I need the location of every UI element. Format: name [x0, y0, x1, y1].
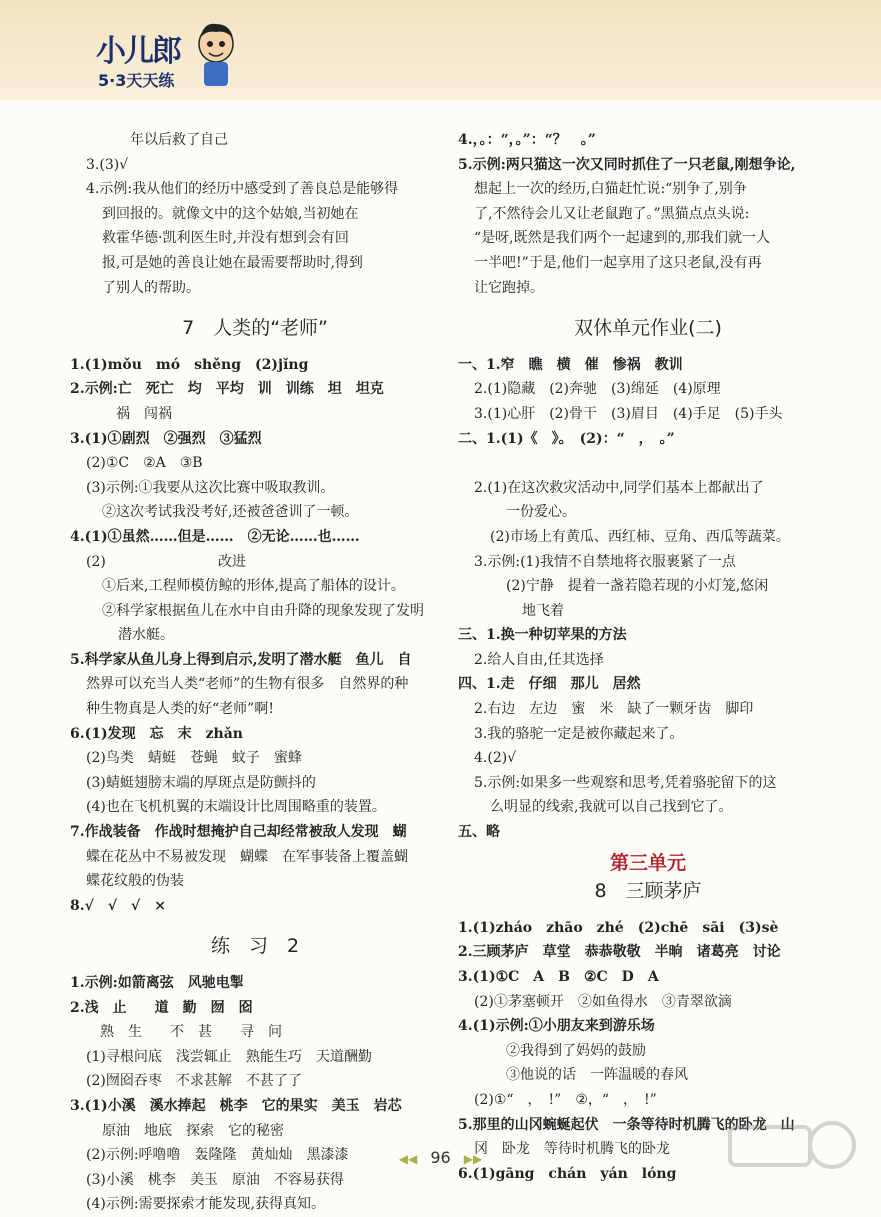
answer-line: (2)①“ ， !” ②，“ ， !” — [474, 1091, 657, 1108]
answer-line: (1)寻根问底 浅尝辄止 熟能生巧 天道酬勤 — [86, 1048, 372, 1065]
answer-line: 年以后救了自己 — [102, 132, 228, 148]
answer-line — [458, 451, 838, 476]
answer-line: 1.(1)zháo zhāo zhé (2)chē sāi (3)sè — [458, 919, 779, 936]
answer-line: 6.(1)gāng chán yán lóng — [458, 1165, 677, 1182]
section-title-practice2: 练 习 2 — [210, 935, 300, 958]
answer-line: 熟 生 不 甚 寻 问 — [86, 1024, 282, 1041]
answer-line: 3.(1)心肝 (2)骨干 (3)眉目 (4)手足 (5)手头 — [474, 405, 783, 422]
answer-line: (2)宁静 提着一盏若隐若现的小灯笼,悠闲 — [506, 578, 769, 595]
logo-subtitle: 5·3天天练 — [98, 71, 175, 90]
unit-title: 第三单元 — [609, 851, 686, 874]
answer-line: 4.(2)√ — [474, 750, 517, 767]
answer-line: 2.右边 左边 蜜 米 缺了一颗牙齿 脚印 — [474, 701, 754, 718]
answer-line: 7.作战装备 作战时想掩护自己却经常被敌人发现 蝴 — [70, 824, 407, 841]
answer-line: 3.(1)①剧烈 ②强烈 ③猛烈 — [70, 430, 262, 447]
answer-line: (3)蜻蜓翅膀末端的厚斑点是防颤抖的 — [86, 774, 316, 791]
right-column — [458, 128, 838, 1186]
answer-line: 一份爱心。 — [506, 504, 576, 521]
answer-line: 祸 闯祸 — [102, 405, 172, 422]
answer-line: (4)示例:需要探索才能发现,获得真知。 — [86, 1196, 325, 1213]
answer-line: 2.示例:亡 死亡 均 平均 训 训练 坦 坦克 — [70, 381, 384, 398]
answer-line: ②科学家根据鱼儿在水中自由升降的现象发现了发明 — [102, 602, 424, 619]
watermark-logo — [720, 1115, 860, 1185]
answer-line: 了别人的帮助。 — [102, 279, 200, 296]
answer-line: (2)示例:呼噜噜 轰隆隆 黄灿灿 黑漆漆 — [86, 1147, 349, 1164]
answer-line: ③他说的话 一阵温暖的春风 — [506, 1067, 688, 1084]
answer-line: 2.给人自由,任其选择 — [474, 651, 604, 668]
answer-line: 2.浅 止 道 勤 囫 囵 — [70, 999, 253, 1016]
answer-line: (2)鸟类 蜻蜓 苍蝇 蚊子 蜜蜂 — [86, 750, 302, 767]
answer-line: 想起上一次的经历,白猫赶忙说:“别争了,别争 — [474, 181, 747, 198]
answer-line: (2)市场上有黄瓜、西红柿、豆角、西瓜等蔬菜。 — [490, 528, 790, 545]
answer-line: 3.示例:(1)我情不自禁地将衣服裹紧了一点 — [474, 553, 736, 570]
answer-line: 一、1.窄 瞧 横 催 惨祸 教训 — [458, 356, 683, 373]
answer-line: (3)示例:①我要从这次比赛中吸取教训。 — [86, 479, 335, 496]
answer-line: 3.(3)√ — [86, 156, 129, 173]
answer-line: (3)小溪 桃李 美玉 原油 不容易获得 — [86, 1171, 344, 1188]
answer-line: “是呀,既然是我们两个一起逮到的,那我们就一人 — [474, 230, 771, 247]
answer-line: 种生物真是人类的好“老师”啊! — [86, 701, 274, 718]
answer-line: 5.那里的山冈蜿蜒起伏 一条等待时机腾飞的卧龙 山 — [458, 1116, 795, 1133]
answer-line: 报,可是她的善良让她在最需要帮助时,得到 — [102, 254, 363, 271]
answer-line: (2)①C ②A ③B — [86, 455, 203, 472]
answer-line: ②这次考试我没考好,还被爸爸训了一顿。 — [102, 504, 359, 521]
answer-line: 四、1.走 仔细 那儿 居然 — [458, 676, 641, 693]
answer-line: 5.示例:两只猫这一次又同时抓住了一只老鼠,刚想争论, — [458, 156, 796, 173]
answer-line: 地飞着 — [522, 602, 564, 619]
book-logo — [88, 20, 238, 90]
answer-line: 然界可以充当人类“老师”的生物有很多 自然界的种 — [86, 676, 409, 693]
answer-line: 冈 卧龙 等待时机腾飞的卧龙 — [474, 1141, 670, 1158]
answer-line: 2.(1)在这次救灾活动中,同学们基本上都献出了 — [474, 479, 764, 496]
answer-line: 到回报的。就像文中的这个姑娘,当初她在 — [102, 205, 359, 222]
answer-line: 潜水艇。 — [118, 627, 174, 644]
answer-line: ②我得到了妈妈的鼓励 — [506, 1042, 646, 1059]
mascot-icon — [196, 22, 236, 88]
answer-line: 救霍华德·凯利医生时,并没有想到会有回 — [102, 230, 349, 247]
answer-line: 5.示例:如果多一些观察和思考,凭着骆驼留下的这 — [474, 774, 777, 791]
answer-line: 3.(1)小溪 溪水捧起 桃李 它的果实 美玉 岩芯 — [70, 1097, 402, 1114]
left-column — [70, 128, 440, 1217]
answer-line: 4.(1)示例:①小朋友来到游乐场 — [458, 1018, 655, 1035]
answer-line: 2.(1)隐藏 (2)奔驰 (3)绵延 (4)原理 — [474, 381, 721, 398]
answer-line: 8.√ √ √ × — [70, 897, 166, 914]
answer-line: 了,不然待会儿又让老鼠跑了。”黑猫点点头说: — [474, 205, 750, 222]
answer-line: 3.(1)①C A B ②C D A — [458, 969, 659, 985]
answer-line: 五、略 — [458, 824, 500, 841]
logo-title: 小儿郎 — [96, 34, 180, 69]
answer-line: 2.三顾茅庐 草堂 恭恭敬敬 半晌 诸葛亮 讨论 — [458, 944, 781, 961]
answer-line: 4.(1)①虽然……但是…… ②无论……也…… — [70, 528, 360, 545]
answer-line: 二、1.(1)《 》。 (2)：“ ， 。” — [458, 430, 675, 447]
answer-line: 4.，。：“，。”：“？ 。” — [458, 132, 596, 148]
prev-arrows-icon: ◀◀ — [398, 1152, 418, 1166]
answer-line: 蝶花纹般的伪装 — [86, 873, 184, 890]
answer-line: ①后来,工程师模仿鲸的形体,提高了船体的设计。 — [102, 578, 405, 595]
answer-line: 5.科学家从鱼儿身上得到启示,发明了潜水艇 鱼儿 自 — [70, 651, 412, 668]
section-title-weekend-homework: 双休单元作业(二) — [574, 317, 722, 340]
answer-line: 4.示例:我从他们的经历中感受到了善良总是能够得 — [86, 181, 399, 198]
answer-line: (2) 改进 — [86, 553, 246, 570]
answer-line: 原油 地底 探索 它的秘密 — [102, 1122, 284, 1139]
answer-line: 6.(1)发现 忘 末 zhǎn — [70, 725, 243, 742]
page-header — [0, 0, 881, 120]
answer-line: 蝶在花丛中不易被发现 蝴蝶 在军事装备上覆盖蝴 — [86, 848, 408, 865]
answer-line: 么明显的线索,我就可以自己找到它了。 — [490, 799, 733, 816]
answer-line: 三、1.换一种切苹果的方法 — [458, 627, 627, 644]
answer-line: (2)①茅塞顿开 ②如鱼得水 ③青翠欲滴 — [474, 993, 732, 1010]
answer-line: 3.我的骆驼一定是被你藏起来了。 — [474, 725, 684, 742]
next-arrows-icon: ▶▶ — [463, 1152, 483, 1166]
section-title-lesson7: 7 人类的“老师” — [182, 317, 328, 340]
answer-line: (4)也在飞机机翼的末端设计比周围略重的装置。 — [86, 799, 386, 816]
answer-line: 让它跑掉。 — [474, 279, 544, 296]
answer-line: 一半吧!”于是,他们一起享用了这只老鼠,没有再 — [474, 254, 762, 271]
section-title-lesson8: 8 三顾茅庐 — [594, 880, 702, 903]
page-number: 96 — [430, 1148, 451, 1167]
answer-line: (2)囫囵吞枣 不求甚解 不甚了了 — [86, 1073, 302, 1090]
answer-line: 1.示例:如箭离弦 风驰电掣 — [70, 975, 244, 991]
answer-line: 1.(1)mǒu mó shěng (2)jǐng — [70, 356, 309, 373]
